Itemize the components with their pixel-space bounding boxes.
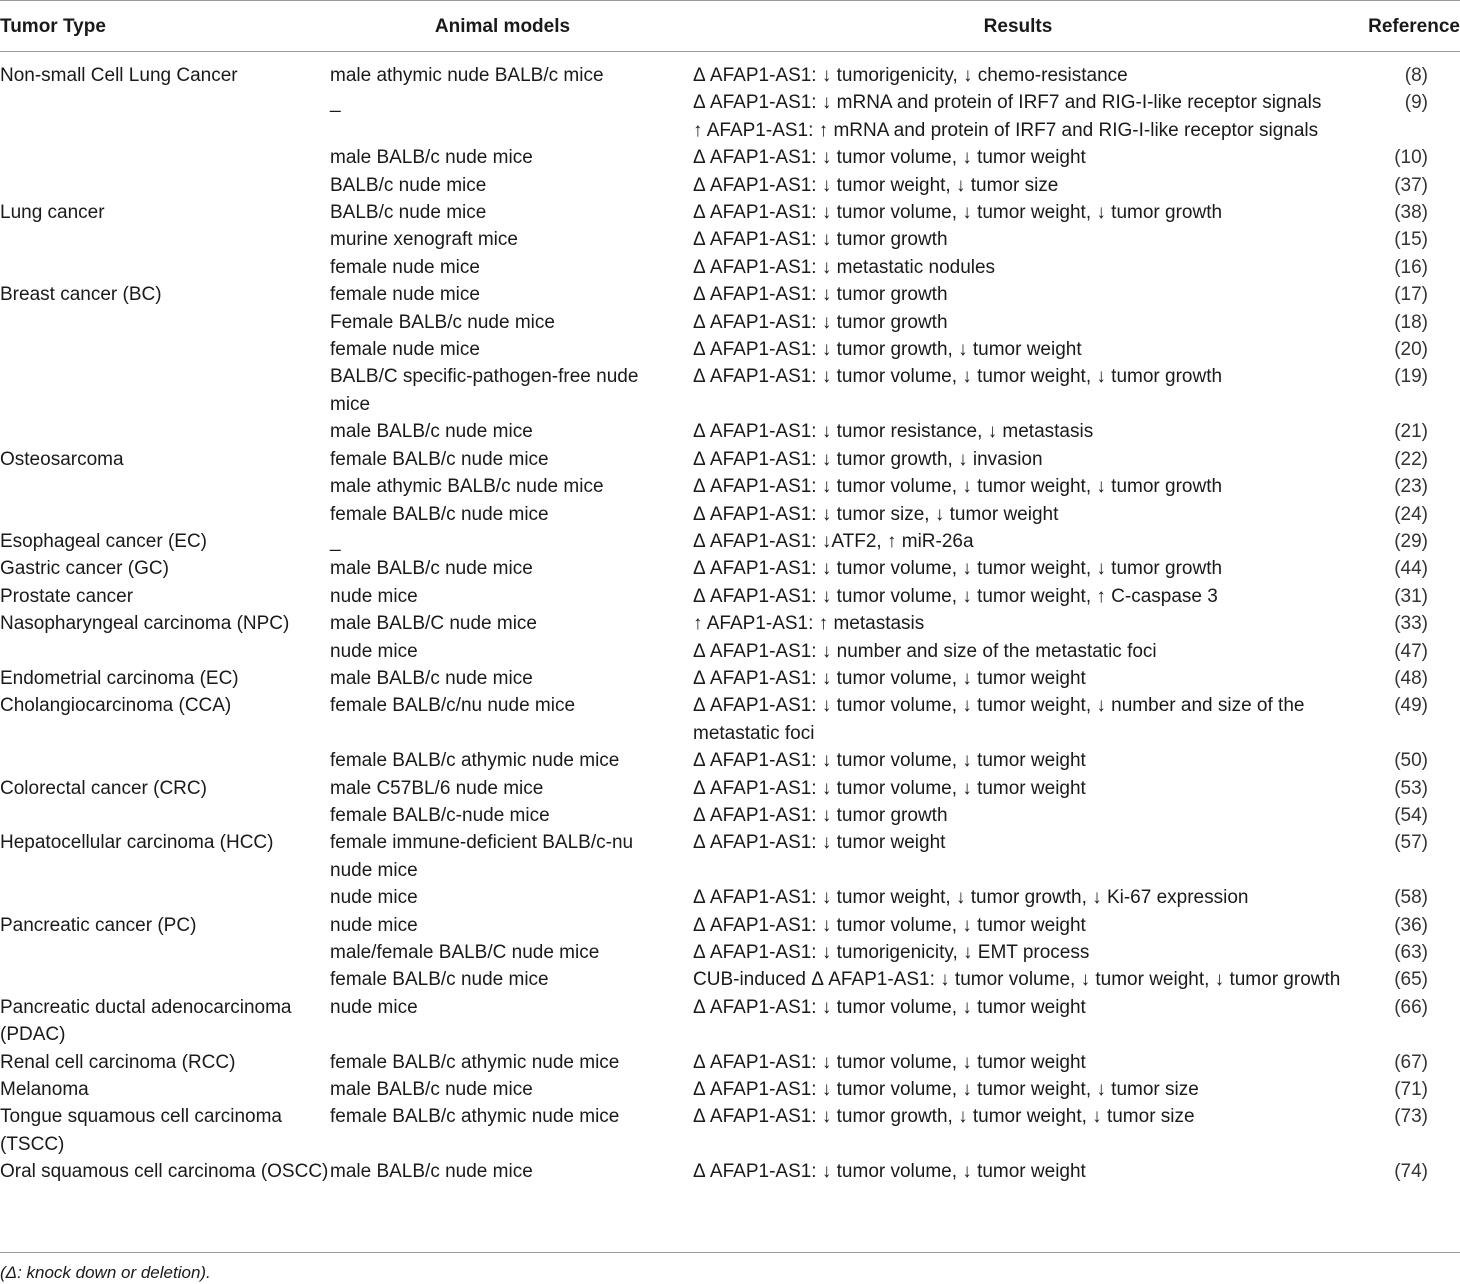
- table-row: [0, 254, 1460, 281]
- animal-model-cell: female BALB/c nude mice: [330, 503, 549, 525]
- reference-cell: (8): [1404, 65, 1428, 86]
- reference-cell: (36): [1394, 914, 1428, 936]
- animal-model-cell: female nude mice: [330, 339, 480, 361]
- animal-model-cell: male BALB/C nude mice: [330, 613, 537, 635]
- results-cell: Δ AFAP1-AS1: ↓ mRNA and protein of IRF7 and RIG-I-like receptor signals: [693, 92, 1322, 114]
- results-cell: Δ AFAP1-AS1: ↓ tumor volume, ↓ tumor weight, ↓ number and size of the metastatic foci: [693, 695, 1305, 744]
- results-cell: Δ AFAP1-AS1: ↓ tumor volume, ↓ tumor weight, ↓ tumor size: [693, 1079, 1199, 1101]
- animal-model-cell: nude mice: [330, 996, 418, 1018]
- animal-model-cell: BALB/C specific-pathogen-free nude mice: [330, 366, 639, 415]
- reference-cell: (22): [1394, 448, 1428, 470]
- animal-model-cell: nude mice: [330, 640, 418, 662]
- results-cell: Δ AFAP1-AS1: ↓ tumor volume, ↓ tumor weight: [693, 914, 1086, 936]
- animal-model-cell: male BALB/c nude mice: [330, 147, 533, 169]
- tumor-type-cell: Nasopharyngeal carcinoma (NPC): [0, 613, 290, 635]
- results-cell: CUB-induced Δ AFAP1-AS1: ↓ tumor volume, ↓ tumor weight, ↓ tumor growth: [693, 969, 1341, 991]
- table-row: [0, 1158, 1460, 1185]
- reference-cell: (38): [1394, 202, 1428, 224]
- animal-model-cell: female nude mice: [330, 256, 480, 278]
- results-cell: Δ AFAP1-AS1: ↓ tumor growth, ↓ tumor weight, ↓ tumor size: [693, 1106, 1195, 1128]
- results-cell: Δ AFAP1-AS1: ↓ tumor volume, ↓ tumor weight: [693, 777, 1086, 799]
- reference-cell: (65): [1394, 969, 1428, 991]
- table-row: [0, 418, 1460, 445]
- table-row: [0, 555, 1460, 582]
- tumor-type-cell: Non-small Cell Lung Cancer: [0, 65, 238, 86]
- table-row: [0, 528, 1460, 555]
- animal-model-cell: Female BALB/c nude mice: [330, 311, 555, 333]
- results-cell: ↑ AFAP1-AS1: ↑ mRNA and protein of IRF7 and RIG-I-like receptor signals: [693, 119, 1319, 141]
- reference-cell: (50): [1394, 750, 1428, 772]
- tumor-type-cell: Melanoma: [0, 1079, 89, 1101]
- results-cell: Δ AFAP1-AS1: ↓ tumor volume, ↓ tumor weight, ↓ tumor growth: [693, 558, 1223, 580]
- tumor-type-cell: Cholangiocarcinoma (CCA): [0, 695, 232, 717]
- animal-model-cell: female BALB/c/nu nude mice: [330, 695, 576, 717]
- reference-cell: (33): [1394, 613, 1428, 635]
- animal-model-cell: murine xenograft mice: [330, 229, 518, 251]
- header-reference: Reference: [1368, 16, 1460, 37]
- results-cell: Δ AFAP1-AS1: ↓ tumorigenicity, ↓ chemo-resistance: [693, 65, 1128, 86]
- animal-model-cell: female nude mice: [330, 284, 480, 306]
- results-cell: Δ AFAP1-AS1: ↓ tumorigenicity, ↓ EMT process: [693, 942, 1090, 963]
- animal-model-cell: female BALB/c athymic nude mice: [330, 1051, 620, 1073]
- table-row: [0, 144, 1460, 171]
- tumor-type-cell: Pancreatic cancer (PC): [0, 914, 197, 936]
- reference-cell: (9): [1404, 92, 1428, 114]
- results-cell: Δ AFAP1-AS1: ↓ number and size of the metastatic foci: [693, 640, 1157, 662]
- table-row: [0, 912, 1460, 939]
- reference-cell: (16): [1394, 256, 1428, 278]
- animal-model-cell: BALB/c nude mice: [330, 174, 487, 196]
- reference-cell: (20): [1394, 339, 1428, 361]
- table-row: [0, 309, 1460, 336]
- table-row: [0, 610, 1460, 637]
- table-row: [0, 802, 1460, 829]
- animal-model-cell: nude mice: [330, 887, 418, 909]
- reference-cell: (44): [1394, 558, 1428, 580]
- animal-model-cell: _: [330, 530, 341, 552]
- results-cell: Δ AFAP1-AS1: ↓ tumor volume, ↓ tumor weight: [693, 1161, 1086, 1183]
- animal-model-cell: female BALB/c athymic nude mice: [330, 750, 620, 772]
- animal-model-cell: male BALB/c nude mice: [330, 1161, 533, 1183]
- table-row: [0, 994, 1460, 1049]
- table-row: [0, 966, 1460, 993]
- reference-cell: (58): [1394, 887, 1428, 909]
- table-row: [0, 939, 1460, 966]
- tumor-type-cell: Colorectal cancer (CRC): [0, 777, 207, 799]
- results-cell: Δ AFAP1-AS1: ↓ tumor weight: [693, 832, 946, 854]
- animal-model-cell: female BALB/c nude mice: [330, 969, 549, 991]
- header-row: [0, 0, 1460, 52]
- reference-cell: (47): [1394, 640, 1428, 662]
- animal-model-cell: nude mice: [330, 914, 418, 936]
- animal-model-cell: male BALB/c nude mice: [330, 667, 533, 689]
- tumor-type-cell: Oral squamous cell carcinoma (OSCC): [0, 1161, 329, 1183]
- reference-cell: (21): [1394, 421, 1428, 443]
- results-cell: ↑ AFAP1-AS1: ↑ metastasis: [693, 613, 925, 635]
- table-row: [0, 281, 1460, 308]
- results-cell: Δ AFAP1-AS1: ↓ tumor growth, ↓ invasion: [693, 448, 1043, 470]
- table-row: [0, 583, 1460, 610]
- reference-cell: (67): [1394, 1051, 1428, 1073]
- table-row: [0, 692, 1460, 747]
- table-row: [0, 775, 1460, 802]
- header-tumor-type: Tumor Type: [0, 16, 106, 37]
- animal-model-cell: male C57BL/6 nude mice: [330, 777, 544, 799]
- results-cell: Δ AFAP1-AS1: ↓ tumor growth: [693, 804, 948, 826]
- table-row: [0, 363, 1460, 418]
- reference-cell: (24): [1394, 503, 1428, 525]
- tumor-type-cell: Lung cancer: [0, 202, 105, 224]
- animal-model-cell: male BALB/c nude mice: [330, 421, 533, 443]
- table-row: [0, 62, 1460, 89]
- table-row: [0, 829, 1460, 884]
- results-cell: Δ AFAP1-AS1: ↓ tumor growth: [693, 284, 948, 306]
- results-cell: Δ AFAP1-AS1: ↓ tumor volume, ↓ tumor weight: [693, 996, 1086, 1018]
- reference-cell: (29): [1394, 530, 1428, 552]
- reference-cell: (18): [1394, 311, 1428, 333]
- table-row: [0, 473, 1460, 500]
- animal-model-cell: BALB/c nude mice: [330, 202, 487, 224]
- tumor-type-cell: Tongue squamous cell carcinoma (TSCC): [0, 1106, 282, 1155]
- table-row: [0, 172, 1460, 199]
- header-results: Results: [983, 16, 1053, 37]
- animal-model-cell: male BALB/c nude mice: [330, 558, 533, 580]
- table-row: [0, 226, 1460, 253]
- table-row: [0, 884, 1460, 911]
- reference-cell: (37): [1394, 174, 1428, 196]
- reference-cell: (57): [1394, 832, 1428, 854]
- tumor-type-cell: Osteosarcoma: [0, 448, 124, 470]
- table-body: [0, 62, 1460, 1186]
- animal-model-cell: male/female BALB/C nude mice: [330, 942, 600, 963]
- animal-model-cell: nude mice: [330, 585, 418, 607]
- animal-model-cell: male BALB/c nude mice: [330, 1079, 533, 1101]
- table-row: [0, 747, 1460, 774]
- results-cell: Δ AFAP1-AS1: ↓ tumor growth, ↓ tumor weight: [693, 339, 1082, 361]
- table-row: [0, 1049, 1460, 1076]
- results-cell: Δ AFAP1-AS1: ↓ tumor volume, ↓ tumor weight: [693, 667, 1086, 689]
- tumor-type-cell: Esophageal cancer (EC): [0, 530, 207, 552]
- animal-model-cell: male athymic BALB/c nude mice: [330, 476, 604, 498]
- table-row: [0, 665, 1460, 692]
- tumor-type-cell: Pancreatic ductal adenocarcinoma (PDAC): [0, 996, 292, 1046]
- reference-cell: (23): [1394, 476, 1428, 498]
- table-row: [0, 1103, 1460, 1158]
- tumor-type-cell: Prostate cancer: [0, 585, 134, 607]
- reference-cell: (73): [1394, 1106, 1428, 1128]
- results-cell: Δ AFAP1-AS1: ↓ tumor weight, ↓ tumor growth, ↓ Ki-67 expression: [693, 887, 1249, 909]
- reference-cell: (54): [1394, 804, 1428, 826]
- header-animal-models: Animal models: [434, 16, 571, 37]
- table-row: [0, 199, 1460, 226]
- animal-model-cell: male athymic nude BALB/c mice: [330, 65, 604, 86]
- reference-cell: (53): [1394, 777, 1428, 799]
- animal-model-cell: female immune-deficient BALB/c-nu nude mice: [330, 832, 634, 881]
- reference-cell: (19): [1394, 366, 1428, 388]
- results-cell: Δ AFAP1-AS1: ↓ tumor resistance, ↓ metastasis: [693, 421, 1094, 443]
- results-cell: Δ AFAP1-AS1: ↓ tumor weight, ↓ tumor size: [693, 174, 1059, 196]
- results-cell: Δ AFAP1-AS1: ↓ tumor size, ↓ tumor weight: [693, 503, 1059, 525]
- table-row: [0, 638, 1460, 665]
- results-cell: Δ AFAP1-AS1: ↓ tumor volume, ↓ tumor weight: [693, 1051, 1086, 1073]
- table-row: [0, 446, 1460, 473]
- table-row: [0, 1076, 1460, 1103]
- reference-cell: (66): [1394, 996, 1428, 1018]
- header-rule: [0, 51, 1460, 52]
- reference-cell: (15): [1394, 229, 1428, 251]
- reference-cell: (48): [1394, 667, 1428, 689]
- results-cell: Δ AFAP1-AS1: ↓ATF2, ↑ miR-26a: [693, 530, 974, 552]
- reference-cell: (74): [1394, 1161, 1428, 1183]
- results-cell: Δ AFAP1-AS1: ↓ tumor volume, ↓ tumor weight: [693, 750, 1086, 772]
- bottom-rule: [0, 1252, 1460, 1253]
- tumor-type-cell: Endometrial carcinoma (EC): [0, 667, 239, 689]
- results-cell: Δ AFAP1-AS1: ↓ tumor volume, ↓ tumor weight, ↓ tumor growth: [693, 366, 1223, 388]
- reference-cell: (10): [1394, 147, 1428, 169]
- tumor-type-cell: Gastric cancer (GC): [0, 558, 169, 580]
- animal-model-cell: _: [330, 92, 341, 114]
- table-row: [0, 117, 1460, 144]
- results-cell: Δ AFAP1-AS1: ↓ tumor volume, ↓ tumor weight, ↓ tumor growth: [693, 202, 1223, 224]
- table-row: [0, 501, 1460, 528]
- reference-cell: (71): [1394, 1079, 1428, 1101]
- reference-cell: (63): [1394, 942, 1428, 963]
- reference-cell: (49): [1394, 695, 1428, 717]
- results-cell: Δ AFAP1-AS1: ↓ tumor growth: [693, 229, 948, 251]
- footnote: (Δ: knock down or deletion).: [0, 1263, 211, 1282]
- results-cell: Δ AFAP1-AS1: ↓ metastatic nodules: [693, 256, 996, 278]
- results-cell: Δ AFAP1-AS1: ↓ tumor growth: [693, 311, 948, 333]
- reference-cell: (31): [1394, 585, 1428, 607]
- results-cell: Δ AFAP1-AS1: ↓ tumor volume, ↓ tumor weight, ↓ tumor growth: [693, 476, 1223, 498]
- results-cell: Δ AFAP1-AS1: ↓ tumor volume, ↓ tumor weight: [693, 147, 1086, 169]
- animal-model-cell: female BALB/c athymic nude mice: [330, 1106, 620, 1128]
- tumor-type-cell: Renal cell carcinoma (RCC): [0, 1051, 236, 1073]
- reference-cell: (17): [1394, 284, 1428, 306]
- table-row: [0, 336, 1460, 363]
- animal-model-cell: female BALB/c nude mice: [330, 448, 549, 470]
- tumor-type-cell: Breast cancer (BC): [0, 284, 162, 306]
- animal-model-cell: female BALB/c-nude mice: [330, 804, 550, 826]
- tumor-type-cell: Hepatocellular carcinoma (HCC): [0, 832, 274, 854]
- table-row: [0, 89, 1460, 116]
- results-cell: Δ AFAP1-AS1: ↓ tumor volume, ↓ tumor weight, ↑ C-caspase 3: [693, 585, 1218, 607]
